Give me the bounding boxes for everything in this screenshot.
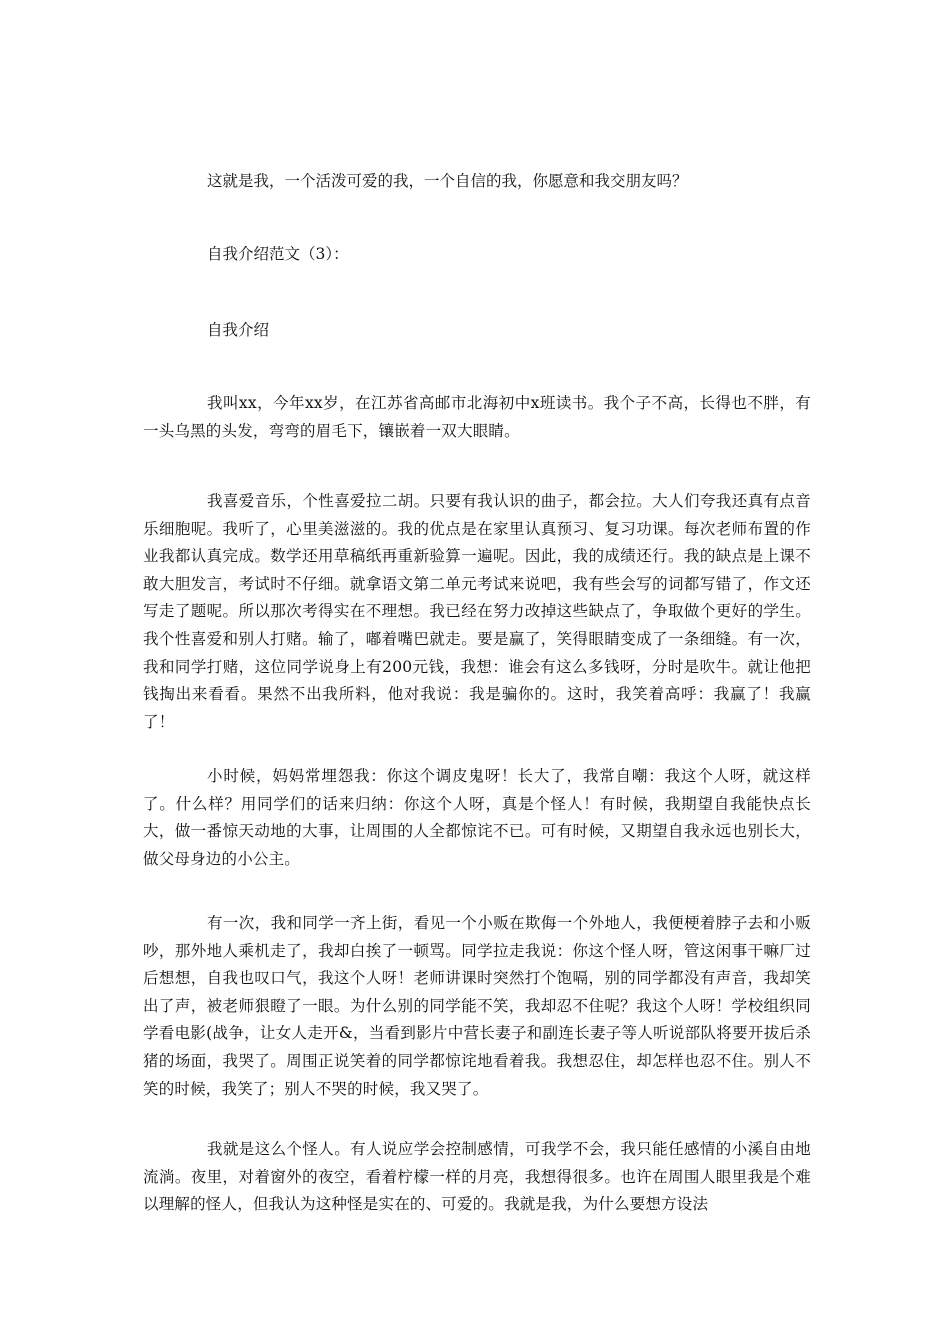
- intro-closing-line: 这就是我，一个活泼可爱的我，一个自信的我，你愿意和我交朋友吗？: [207, 172, 688, 190]
- paragraph-5: 我就是这么个怪人。有人说应学会控制感情，可我学不会，我只能任感情的小溪自由地流淌。夜里，对着窗外的夜空，看着柠檬一样的月亮，我想得很多。也许在周围人眼里我是个难以理解的怪人，但我认为这种怪是实在的、可爱的。我就是我，为什么要想方设法: [143, 1140, 811, 1214]
- essay-title: 自我介绍: [207, 321, 270, 339]
- paragraph-2: 我喜爱音乐，个性喜爱拉二胡。只要有我认识的曲子，都会拉。大人们夸我还真有点音乐细胞呢。我听了，心里美滋滋的。我的优点是在家里认真预习、复习功课。每次老师布置的作业我都认真完成。数学还用草稿纸再重新验算一遍呢。因此，我的成绩还行。我的缺点是上课不敢大胆发言，考试时不仔细。就拿语文第二单元考试来说吧，我有些会写的词都写错了，作文还写走了题呢。所以那次考得实在不理想。我已经在努力改掉这些缺点了，争取做个更好的学生。我个性喜爱和别人打赌。输了，嘟着嘴巴就走。要是赢了，笑得眼睛变成了一条细缝。有一次，我和同学打赌，这位同学说身上有200元钱，我想：谁会有这么多钱呀，分时是吹牛。就让他把钱掏出来看看。果然不出我所料，他对我说：我是骗你的。这时，我笑着高呼：我赢了！我赢了！: [143, 492, 811, 731]
- paragraph-3: 小时候，妈妈常埋怨我：你这个调皮鬼呀！长大了，我常自嘲：我这个人呀，就这样了。什么样？用同学们的话来归纳：你这个人呀，真是个怪人！有时候，我期望自我能快点长大，做一番惊天动地的大事，让周围的人全都惊诧不已。可有时候，又期望自我永远也别长大，做父母身边的小公主。: [143, 767, 811, 868]
- section-heading-sample-3: 自我介绍范文（3）：: [207, 245, 349, 263]
- paragraph-4: 有一次，我和同学一齐上街，看见一个小贩在欺侮一个外地人，我便梗着脖子去和小贩吵，那外地人乘机走了，我却白挨了一顿骂。同学拉走我说：你这个怪人呀，管这闲事干嘛厂过后想想，自我也叹口气，我这个人呀！老师讲课时突然打个饱嗝，别的同学都没有声音，我却笑出了声，被老师狠瞪了一眼。为什么别的同学能不笑，我却忍不住呢？我这个人呀！学校组织同学看电影(战争，让女人走开&，当看到影片中营长妻子和副连长妻子等人听说部队将要开拔后杀猪的场面，我哭了。周围正说笑着的同学都惊诧地看着我。我想忍住，却怎样也忍不住。别人不笑的时候，我笑了；别人不哭的时候，我又哭了。: [143, 914, 811, 1098]
- paragraph-1: 我叫xx，今年xx岁，在江苏省高邮市北海初中x班读书。我个子不高，长得也不胖，有一头乌黑的头发，弯弯的眉毛下，镶嵌着一双大眼睛。: [143, 394, 811, 440]
